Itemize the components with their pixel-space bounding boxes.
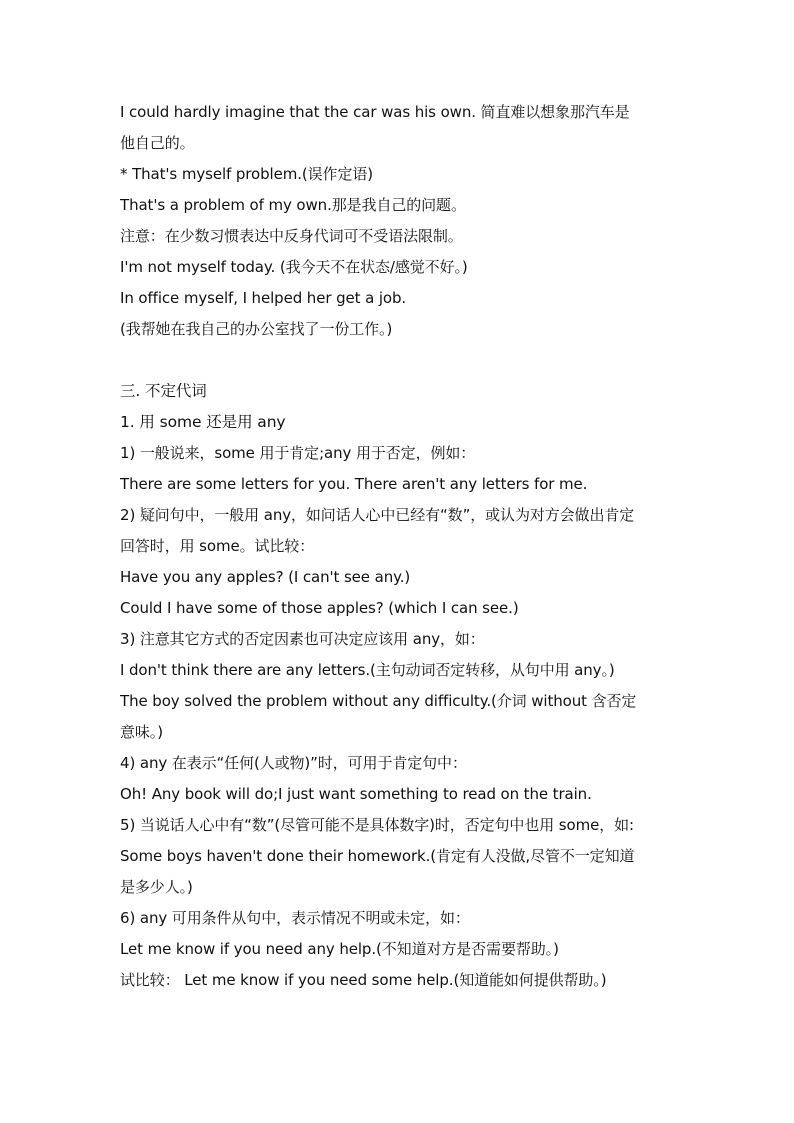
text-line: 2) 疑问句中，一般用 any，如问话人心中已经有“数”，或认为对方会做出肯定 [120,506,635,524]
text-line: Some boys haven't done their homework.(肯定有人没做,尽管不一定知道 [120,847,635,865]
text-line: 他自己的。 [120,134,195,152]
subsection-heading: 1. 用 some 还是用 any [120,413,286,431]
text-line: Oh! Any book will do;I just want something to read on the train. [120,785,592,803]
text-line: I don't think there are any letters.(主句动词否定转移，从句中用 any。) [120,661,615,679]
text-line: Have you any apples? (I can't see any.) [120,568,411,586]
document-body [120,97,680,996]
text-line: Let me know if you need any help.(不知道对方是否需要帮助。) [120,940,559,958]
text-line: 注意：在少数习惯表达中反身代词可不受语法限制。 [120,227,463,245]
text-line: 是多少人。) [120,878,193,896]
text-line: 意味。) [120,723,163,741]
text-line: The boy solved the problem without any difficulty.(介词 without 含否定 [120,692,637,710]
text-line: 1) 一般说来，some 用于肯定;any 用于否定，例如： [120,444,476,462]
text-line: Could I have some of those apples? (which I can see.) [120,599,519,617]
text-line: 4) any 在表示“任何(人或物)”时，可用于肯定句中： [120,754,467,772]
text-line: 6) any 可用条件从句中，表示情况不明或未定，如： [120,909,470,927]
section-heading: 三. 不定代词 [120,382,207,400]
text-line: (我帮她在我自己的办公室找了一份工作。) [120,320,393,338]
text-line: * That's myself problem.(误作定语) [120,165,374,183]
text-line: That's a problem of my own.那是我自己的问题。 [120,196,466,214]
text-line: I could hardly imagine that the car was his own. 简直难以想象那汽车是 [120,103,630,121]
text-line: I'm not myself today. (我今天不在状态/感觉不好。) [120,258,468,276]
text-line: 回答时，用 some。试比较： [120,537,315,555]
text-line: 3) 注意其它方式的否定因素也可决定应该用 any，如： [120,630,485,648]
blank-line [120,345,680,376]
text-line: There are some letters for you. There aren't any letters for me. [120,475,588,493]
text-line: In office myself, I helped her get a job. [120,289,407,307]
text-line: 5) 当说话人心中有“数”(尽管可能不是具体数字)时，否定句中也用 some，如: [120,816,634,834]
text-line: 试比较： Let me know if you need some help.(知道能如何提供帮助。) [120,971,607,989]
